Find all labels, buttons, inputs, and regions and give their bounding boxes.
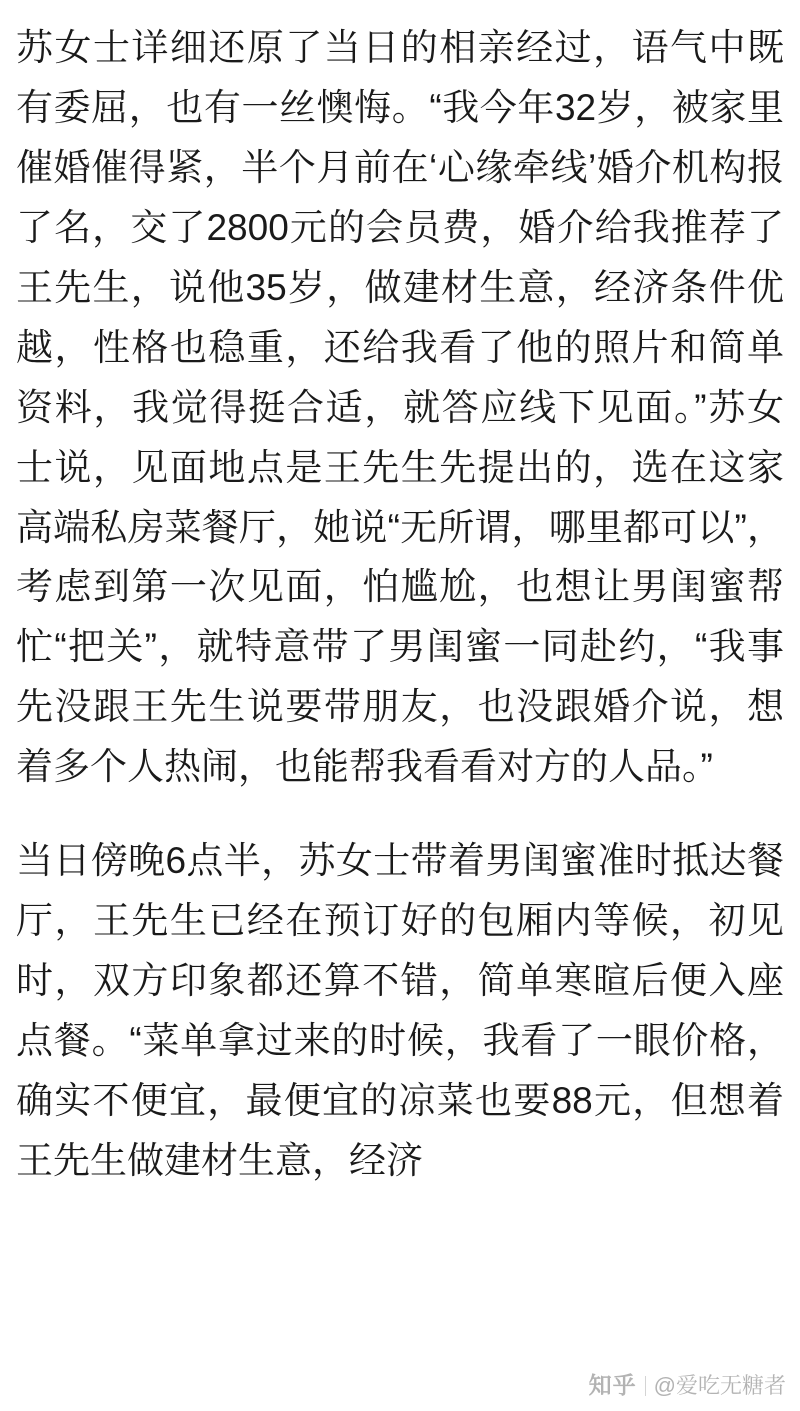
paragraph: 当日傍晚6点半，苏女士带着男闺蜜准时抵达餐厅，王先生已经在预订好的包厢内等候，初见时，双方印象都还算不错，简单寒暄后便入座点餐。“菜单拿过来的时候，我看了一眼价格，确实不便宜，最便宜的凉菜也要88元，但想着王先生做建材生意，经济 <box>16 840 784 1181</box>
watermark <box>589 1374 786 1397</box>
zhihu-logo: 知乎 <box>588 1372 637 1398</box>
watermark-handle: @爱吃无糖者 <box>653 1372 786 1398</box>
watermark-divider <box>645 1376 646 1396</box>
paragraph: 苏女士详细还原了当日的相亲经过，语气中既有委屈，也有一丝懊悔。“我今年32岁，被家里催婚催得紧，半个月前在‘心缘牵线’婚介机构报了名，交了2800元的会员费，婚介给我推荐了王先生，说他35岁，做建材生意，经济条件优越，性格也稳重，还给我看了他的照片和简单资料，我觉得挺合适，就答应线下见面。”苏女士说，见面地点是王先生先提出的，选在这家高端私房菜餐厅，她说“无所谓，哪里都可以”，考虑到第一次见面，怕尴尬，也想让男闺蜜帮忙“把关”，就特意带了男闺蜜一同赴约，“我事先没跟王先生说要带朋友，也没跟婚介说，想着多个人热闹，也能帮我看看对方的人品。” <box>16 27 784 788</box>
